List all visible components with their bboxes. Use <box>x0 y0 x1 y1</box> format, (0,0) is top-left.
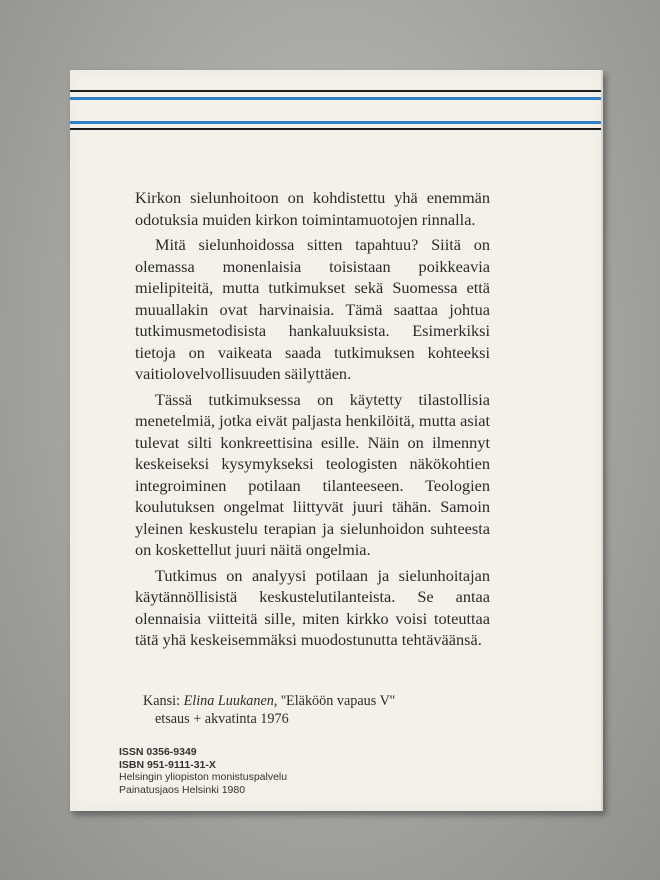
imprint-block <box>119 746 287 796</box>
credit-technique: etsaus + akvatinta 1976 <box>155 711 289 727</box>
printer: Helsingin yliopiston monistuspalvelu <box>119 771 288 783</box>
blurb-paragraph-2: Mitä sielunhoidossa sitten tapahtuu? Siitä on olemassa monenlaisia toisistaan poikkeavia mielipiteitä, mutta tutkimukset sekä Suomessa että muuallakin ovat harvinaisia. Tämä saattaa johtua tutkimusmetodisista hankaluuksista. Esimerkiksi tietoja on vaikeata saada tutkimuksen kohteeksi vaitiolovelvollisuuden säilyttäen. <box>135 235 490 383</box>
second-rule-black <box>70 128 603 130</box>
cover-art-credit <box>143 692 395 728</box>
top-rule-blue <box>70 97 603 100</box>
issn: ISSN 0356-9349 <box>119 746 197 758</box>
credit-title: ''Eläköön vapaus V'' <box>280 693 395 709</box>
blurb-paragraph-1: Kirkon sielunhoitoon on kohdistettu yhä enemmän odotuksia muiden kirkon toimintamuotojen rinnalla. <box>135 188 490 229</box>
blurb-paragraph-3: Tässä tutkimuksessa on käytetty tilastollisia menetelmiä, jotka eivät paljasta henkilöitä, mutta asiat tulevat silti konkreettisina esille. Näin on ilmennyt keskeiseksi kysymykseksi teologisten näkökohtien integroiminen potilaan tilanteeseen. Teologien koulutuksen ongelmat liittyvät juuri tähän. Samoin yleinen keskustelu terapian ja sielunhoidon suhteesta on koskettellut juuri näitä ongelmia. <box>135 389 490 559</box>
publisher: Painatusjaos Helsinki 1980 <box>119 783 246 796</box>
credit-prefix: Kansi: <box>143 693 181 709</box>
blurb-paragraph-4: Tutkimus on analyysi potilaan ja sielunhoitajan käytännöllisistä keskustelutilanteista. Se antaa olennaisia viitteitä sille, miten kirkko voisi toteuttaa tätä yhä keskeisemmäksi muodostunutta tehtäväänsä. <box>135 565 490 649</box>
top-rule-black <box>70 90 603 92</box>
page-edge <box>601 70 603 811</box>
credit-artist: Elina Luukanen, <box>183 693 278 709</box>
isbn: ISBN 951-9111-31-X <box>119 758 216 771</box>
second-rule-blue <box>70 121 603 124</box>
blurb-text <box>135 187 490 655</box>
book-back-cover <box>70 70 603 811</box>
